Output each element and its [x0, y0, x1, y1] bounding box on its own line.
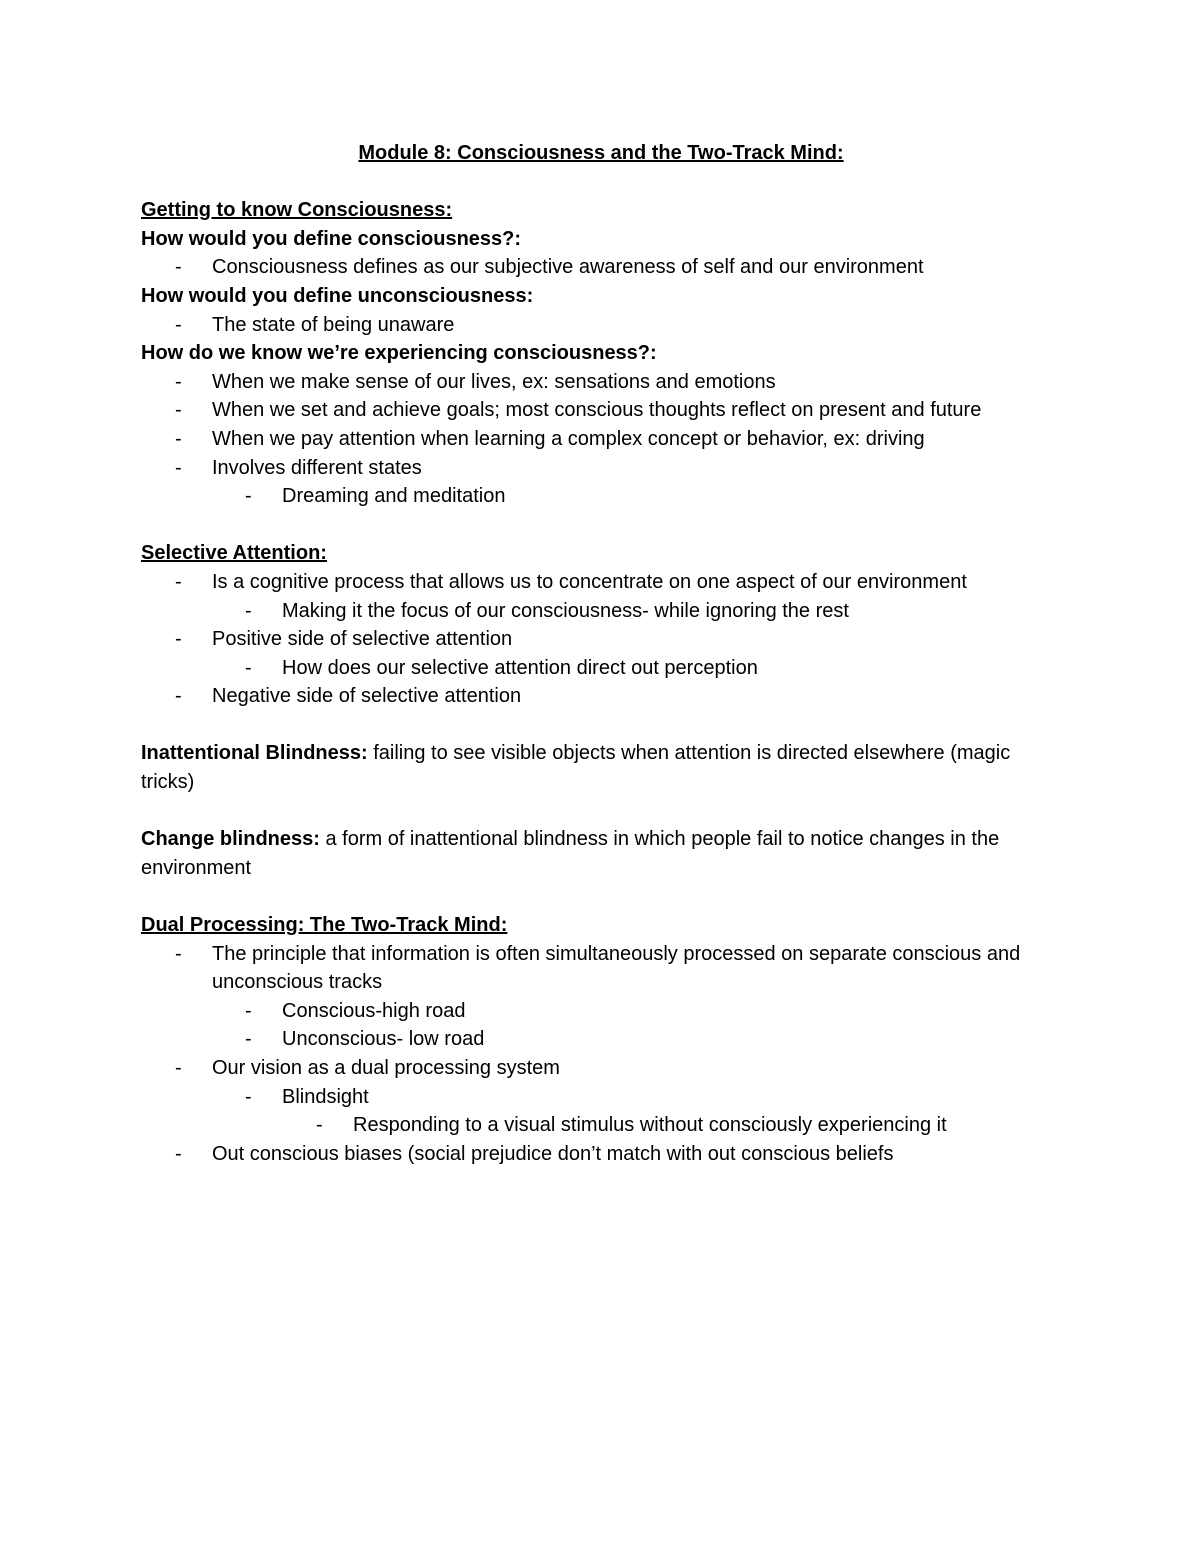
bullet-dash: - — [245, 485, 252, 508]
definition-text: a form of inattentional blindness in which people fail to notice changes in the environment — [141, 828, 1000, 879]
bullet-dash: - — [175, 1057, 182, 1079]
section-heading-consciousness: Getting to know Consciousness: — [141, 199, 453, 222]
list-item-text: How does our selective attention direct out perception — [282, 656, 758, 679]
list-item-text: Is a cognitive process that allows us to concentrate on one aspect of our environment — [212, 570, 967, 593]
list-item-text: The state of being unaware — [212, 313, 455, 336]
list-item-text: Dreaming and meditation — [282, 485, 506, 508]
list-item-text: Involves different states — [212, 456, 422, 479]
list-item-text: When we pay attention when learning a complex concept or behavior, ex: driving — [212, 427, 925, 450]
definition-change-blindness — [141, 825, 1061, 882]
list-item-text: The principle that information is often simultaneously processed on separate conscious and unconscious tracks — [212, 942, 1021, 994]
section-heading-dual-processing: Dual Processing: The Two-Track Mind: — [141, 914, 508, 937]
bullet-dash: - — [316, 1114, 323, 1137]
list-item-text: Blindsight — [282, 1085, 369, 1108]
list-item — [141, 454, 1061, 483]
list-item-text: Positive side of selective attention — [212, 628, 513, 651]
definition-term: Change blindness: — [141, 828, 320, 851]
bullet-dash: - — [245, 1085, 252, 1108]
list-item-text: Our vision as a dual processing system — [212, 1057, 560, 1079]
bullet-dash: - — [175, 313, 182, 336]
list-item — [141, 1054, 1061, 1083]
list-item-text: Consciousness defines as our subjective awareness of self and our environment — [212, 256, 924, 279]
list-item — [141, 368, 1061, 397]
sub-list-item — [141, 1025, 1061, 1054]
list-item-text: Out conscious biases (social prejudice don’t match with out conscious beliefs — [212, 1142, 894, 1165]
sub-list-item — [141, 997, 1061, 1026]
list-item — [141, 311, 1061, 340]
definition-term: Inattentional Blindness: — [141, 742, 368, 765]
bullet-dash: - — [245, 1028, 252, 1051]
bullet-dash: - — [175, 370, 182, 393]
bullet-dash: - — [175, 570, 182, 593]
bullet-dash: - — [245, 656, 252, 679]
list-item-text: When we make sense of our lives, ex: sensations and emotions — [212, 370, 776, 393]
question-experiencing-consciousness: How do we know we’re experiencing consciousness?: — [141, 342, 657, 365]
bullet-dash: - — [175, 628, 182, 651]
list-item — [141, 396, 1061, 425]
section-heading-selective-attention: Selective Attention: — [141, 542, 327, 565]
list-item-text: When we set and achieve goals; most conscious thoughts reflect on present and future — [212, 399, 982, 422]
bullet-dash: - — [175, 399, 182, 422]
spacer — [141, 511, 1061, 540]
list-item — [141, 682, 1061, 711]
list-item — [141, 625, 1061, 654]
list-item-text: Responding to a visual stimulus without consciously experiencing it — [353, 1114, 947, 1137]
sub-list-item — [141, 654, 1061, 683]
list-item — [141, 1140, 1061, 1169]
sub-list-item — [141, 482, 1061, 511]
bullet-dash: - — [175, 427, 182, 450]
spacer — [141, 711, 1061, 740]
bullet-dash: - — [175, 1142, 182, 1165]
list-item-text: Negative side of selective attention — [212, 685, 522, 708]
list-item — [141, 940, 1061, 997]
page-title: Module 8: Consciousness and the Two-Track Mind: — [358, 142, 844, 164]
spacer — [141, 797, 1061, 826]
list-item — [141, 568, 1061, 597]
definition-inattentional-blindness — [141, 739, 1061, 796]
list-item-text: Unconscious- low road — [282, 1028, 485, 1051]
sub-list-item — [141, 597, 1061, 626]
bullet-dash: - — [175, 456, 182, 479]
bullet-dash: - — [175, 685, 182, 708]
sub-list-item — [141, 1083, 1061, 1112]
sub-sub-list-item — [141, 1111, 1061, 1140]
definition-text: failing to see visible objects when attention is directed elsewhere (magic tricks) — [141, 742, 1011, 794]
spacer — [141, 168, 1061, 197]
bullet-dash: - — [175, 942, 182, 965]
list-item-text: Making it the focus of our consciousness- while ignoring the rest — [282, 599, 849, 622]
list-item — [141, 425, 1061, 454]
document-body — [141, 139, 1061, 1168]
question-define-unconsciousness: How would you define unconsciousness: — [141, 284, 534, 307]
list-item — [141, 253, 1061, 282]
spacer — [141, 882, 1061, 911]
bullet-dash: - — [245, 599, 252, 622]
bullet-dash: - — [245, 999, 252, 1022]
list-item-text: Conscious-high road — [282, 999, 466, 1022]
question-define-consciousness: How would you define consciousness?: — [141, 227, 522, 250]
bullet-dash: - — [175, 256, 182, 279]
